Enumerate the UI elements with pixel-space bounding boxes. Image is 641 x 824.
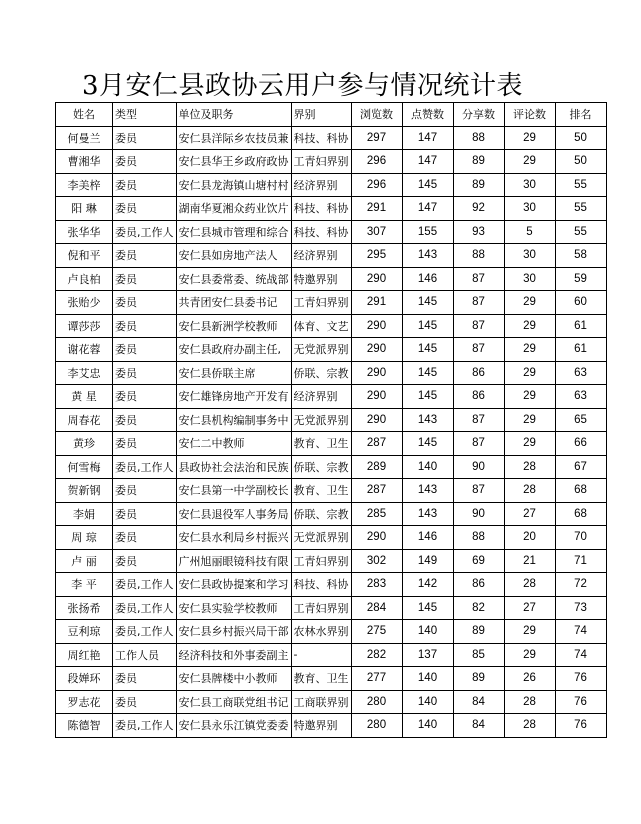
table-row	[56, 244, 607, 268]
cell-shares: 89	[453, 173, 504, 197]
cell-comments: 29	[504, 620, 555, 644]
table-row	[56, 549, 607, 573]
cell-comments: 28	[504, 455, 555, 479]
table-row	[56, 220, 607, 244]
cell-sector: 侨联、宗教	[291, 455, 351, 479]
table-row	[56, 455, 607, 479]
cell-type: 委员	[113, 361, 177, 385]
cell-likes: 140	[402, 714, 453, 738]
table-row	[56, 173, 607, 197]
cell-views: 307	[351, 220, 402, 244]
cell-sector: 教育、卫生	[291, 667, 351, 691]
cell-views: 287	[351, 432, 402, 456]
cell-type: 委员	[113, 479, 177, 503]
cell-shares: 86	[453, 573, 504, 597]
col-header-shares: 分享数	[453, 103, 504, 127]
cell-name: 李娟	[56, 502, 113, 526]
cell-unit: 安仁县工商联党组书记	[176, 690, 291, 714]
cell-unit: 安仁县政府办副主任,	[176, 338, 291, 362]
cell-views: 280	[351, 690, 402, 714]
cell-views: 290	[351, 267, 402, 291]
table-row	[56, 291, 607, 315]
cell-type: 委员	[113, 126, 177, 150]
cell-views: 282	[351, 643, 402, 667]
cell-comments: 28	[504, 573, 555, 597]
cell-name: 贺新钢	[56, 479, 113, 503]
table-row	[56, 643, 607, 667]
cell-rank: 55	[555, 220, 606, 244]
cell-views: 290	[351, 526, 402, 550]
table-row	[56, 338, 607, 362]
header-row	[56, 103, 607, 127]
cell-unit: 经济科技和外事委副主	[176, 643, 291, 667]
cell-rank: 50	[555, 150, 606, 174]
col-header-unit: 单位及职务	[176, 103, 291, 127]
cell-sector: 特邀界别	[291, 714, 351, 738]
cell-rank: 76	[555, 690, 606, 714]
cell-views: 297	[351, 126, 402, 150]
cell-unit: 安仁县第一中学副校长	[176, 479, 291, 503]
cell-type: 委员	[113, 244, 177, 268]
cell-sector: 科技、科协	[291, 197, 351, 221]
cell-unit: 安仁县如房地产法人	[176, 244, 291, 268]
cell-name: 周春花	[56, 408, 113, 432]
cell-type: 委员	[113, 173, 177, 197]
cell-shares: 87	[453, 291, 504, 315]
cell-type: 委员	[113, 150, 177, 174]
table-row	[56, 408, 607, 432]
cell-likes: 140	[402, 667, 453, 691]
cell-rank: 63	[555, 361, 606, 385]
cell-unit: 安仁县退役军人事务局	[176, 502, 291, 526]
cell-comments: 5	[504, 220, 555, 244]
table-row	[56, 667, 607, 691]
cell-likes: 145	[402, 361, 453, 385]
cell-shares: 85	[453, 643, 504, 667]
cell-rank: 65	[555, 408, 606, 432]
cell-sector: 工青妇界别	[291, 150, 351, 174]
cell-name: 周红艳	[56, 643, 113, 667]
cell-views: 280	[351, 714, 402, 738]
cell-comments: 28	[504, 479, 555, 503]
cell-likes: 145	[402, 596, 453, 620]
cell-unit: 安仁二中教师	[176, 432, 291, 456]
cell-likes: 146	[402, 526, 453, 550]
cell-sector: 经济界别	[291, 173, 351, 197]
cell-type: 委员,工作人	[113, 714, 177, 738]
cell-rank: 60	[555, 291, 606, 315]
cell-likes: 145	[402, 314, 453, 338]
cell-unit: 广州旭丽眼镜科技有限	[176, 549, 291, 573]
table-row	[56, 150, 607, 174]
cell-likes: 142	[402, 573, 453, 597]
cell-comments: 29	[504, 291, 555, 315]
cell-rank: 63	[555, 385, 606, 409]
cell-name: 陈德智	[56, 714, 113, 738]
cell-likes: 143	[402, 502, 453, 526]
cell-sector: 科技、科协	[291, 220, 351, 244]
cell-type: 委员	[113, 197, 177, 221]
col-header-rank: 排名	[555, 103, 606, 127]
cell-unit: 安仁县机构编制事务中	[176, 408, 291, 432]
cell-comments: 29	[504, 314, 555, 338]
cell-rank: 72	[555, 573, 606, 597]
cell-likes: 145	[402, 291, 453, 315]
cell-name: 周 琼	[56, 526, 113, 550]
cell-likes: 147	[402, 126, 453, 150]
cell-rank: 61	[555, 338, 606, 362]
cell-sector: 工青妇界别	[291, 596, 351, 620]
cell-shares: 87	[453, 479, 504, 503]
cell-name: 李 平	[56, 573, 113, 597]
cell-unit: 安仁县永乐江镇党委委	[176, 714, 291, 738]
cell-views: 291	[351, 291, 402, 315]
cell-shares: 87	[453, 432, 504, 456]
cell-name: 何曼兰	[56, 126, 113, 150]
cell-name: 张华华	[56, 220, 113, 244]
cell-type: 委员	[113, 549, 177, 573]
cell-shares: 88	[453, 126, 504, 150]
cell-views: 302	[351, 549, 402, 573]
cell-unit: 安仁县乡村振兴局干部	[176, 620, 291, 644]
cell-unit: 安仁县政协提案和学习	[176, 573, 291, 597]
col-header-name: 姓名	[56, 103, 113, 127]
cell-sector: 教育、卫生	[291, 432, 351, 456]
cell-comments: 29	[504, 385, 555, 409]
col-header-sector: 界别	[291, 103, 351, 127]
cell-type: 委员	[113, 667, 177, 691]
table-row	[56, 502, 607, 526]
cell-type: 委员	[113, 408, 177, 432]
table-row	[56, 479, 607, 503]
cell-likes: 143	[402, 408, 453, 432]
cell-unit: 安仁县城市管理和综合	[176, 220, 291, 244]
cell-sector: 农林水界别	[291, 620, 351, 644]
statistics-table	[55, 102, 607, 738]
cell-views: 290	[351, 361, 402, 385]
cell-sector: 无党派界别	[291, 408, 351, 432]
cell-type: 委员	[113, 526, 177, 550]
cell-sector: 经济界别	[291, 385, 351, 409]
cell-rank: 58	[555, 244, 606, 268]
cell-views: 275	[351, 620, 402, 644]
cell-type: 委员	[113, 291, 177, 315]
cell-rank: 70	[555, 526, 606, 550]
cell-type: 委员	[113, 267, 177, 291]
cell-type: 委员,工作人	[113, 596, 177, 620]
cell-rank: 68	[555, 479, 606, 503]
cell-sector: 教育、卫生	[291, 479, 351, 503]
cell-views: 290	[351, 408, 402, 432]
cell-type: 工作人员	[113, 643, 177, 667]
cell-likes: 145	[402, 385, 453, 409]
table-row	[56, 526, 607, 550]
cell-comments: 29	[504, 126, 555, 150]
cell-likes: 145	[402, 173, 453, 197]
cell-unit: 安仁县侨联主席	[176, 361, 291, 385]
cell-comments: 27	[504, 502, 555, 526]
cell-type: 委员	[113, 338, 177, 362]
cell-type: 委员	[113, 385, 177, 409]
cell-name: 段婵环	[56, 667, 113, 691]
cell-name: 卢良柏	[56, 267, 113, 291]
table-row	[56, 314, 607, 338]
cell-sector: 侨联、宗教	[291, 361, 351, 385]
cell-name: 豆利琼	[56, 620, 113, 644]
cell-comments: 20	[504, 526, 555, 550]
cell-unit: 安仁县龙海镇山塘村村	[176, 173, 291, 197]
cell-comments: 29	[504, 643, 555, 667]
cell-rank: 76	[555, 714, 606, 738]
cell-name: 李美梓	[56, 173, 113, 197]
col-header-type: 类型	[113, 103, 177, 127]
cell-unit: 安仁县实验学校教师	[176, 596, 291, 620]
cell-sector: 体育、文艺	[291, 314, 351, 338]
cell-sector: -	[291, 643, 351, 667]
cell-comments: 29	[504, 408, 555, 432]
cell-shares: 92	[453, 197, 504, 221]
cell-comments: 29	[504, 432, 555, 456]
cell-type: 委员	[113, 314, 177, 338]
cell-name: 倪和平	[56, 244, 113, 268]
cell-type: 委员,工作人	[113, 455, 177, 479]
cell-views: 277	[351, 667, 402, 691]
table-row	[56, 714, 607, 738]
cell-shares: 84	[453, 690, 504, 714]
cell-likes: 146	[402, 267, 453, 291]
cell-name: 黄珍	[56, 432, 113, 456]
cell-sector: 工商联界别	[291, 690, 351, 714]
cell-sector: 科技、科协	[291, 126, 351, 150]
cell-sector: 无党派界别	[291, 338, 351, 362]
cell-unit: 安仁县华王乡政府政协	[176, 150, 291, 174]
table-body	[56, 126, 607, 737]
cell-rank: 73	[555, 596, 606, 620]
cell-sector: 工青妇界别	[291, 291, 351, 315]
cell-shares: 88	[453, 526, 504, 550]
cell-name: 李艾忠	[56, 361, 113, 385]
cell-type: 委员,工作人	[113, 573, 177, 597]
table-row	[56, 432, 607, 456]
cell-name: 张扬希	[56, 596, 113, 620]
cell-sector: 无党派界别	[291, 526, 351, 550]
cell-shares: 87	[453, 314, 504, 338]
cell-type: 委员,工作人	[113, 620, 177, 644]
cell-shares: 86	[453, 385, 504, 409]
cell-likes: 145	[402, 338, 453, 362]
cell-unit: 共青团安仁县委书记	[176, 291, 291, 315]
col-header-comments: 评论数	[504, 103, 555, 127]
table-row	[56, 361, 607, 385]
cell-shares: 93	[453, 220, 504, 244]
table-row	[56, 596, 607, 620]
cell-shares: 69	[453, 549, 504, 573]
cell-views: 290	[351, 385, 402, 409]
cell-comments: 26	[504, 667, 555, 691]
cell-shares: 87	[453, 267, 504, 291]
cell-name: 黄 星	[56, 385, 113, 409]
cell-shares: 87	[453, 408, 504, 432]
cell-name: 谭莎莎	[56, 314, 113, 338]
cell-rank: 55	[555, 173, 606, 197]
cell-views: 291	[351, 197, 402, 221]
cell-shares: 82	[453, 596, 504, 620]
cell-views: 284	[351, 596, 402, 620]
cell-rank: 59	[555, 267, 606, 291]
cell-comments: 28	[504, 714, 555, 738]
cell-unit: 安仁县水利局乡村振兴	[176, 526, 291, 550]
cell-sector: 工青妇界别	[291, 549, 351, 573]
cell-comments: 30	[504, 173, 555, 197]
table-row	[56, 385, 607, 409]
cell-likes: 155	[402, 220, 453, 244]
cell-rank: 71	[555, 549, 606, 573]
cell-comments: 30	[504, 197, 555, 221]
cell-sector: 经济界别	[291, 244, 351, 268]
cell-likes: 147	[402, 197, 453, 221]
cell-unit: 县政协社会法治和民族	[176, 455, 291, 479]
cell-shares: 87	[453, 338, 504, 362]
cell-rank: 68	[555, 502, 606, 526]
cell-comments: 29	[504, 338, 555, 362]
cell-views: 295	[351, 244, 402, 268]
cell-shares: 84	[453, 714, 504, 738]
cell-views: 285	[351, 502, 402, 526]
cell-likes: 147	[402, 150, 453, 174]
cell-name: 张贻少	[56, 291, 113, 315]
cell-type: 委员	[113, 690, 177, 714]
cell-views: 296	[351, 173, 402, 197]
cell-likes: 137	[402, 643, 453, 667]
cell-rank: 76	[555, 667, 606, 691]
cell-type: 委员	[113, 432, 177, 456]
cell-comments: 29	[504, 150, 555, 174]
cell-likes: 140	[402, 690, 453, 714]
cell-shares: 90	[453, 502, 504, 526]
cell-shares: 86	[453, 361, 504, 385]
cell-unit: 安仁县委常委、统战部	[176, 267, 291, 291]
table-row	[56, 267, 607, 291]
table-row	[56, 126, 607, 150]
table-row	[56, 620, 607, 644]
cell-name: 卢 丽	[56, 549, 113, 573]
cell-rank: 55	[555, 197, 606, 221]
cell-likes: 143	[402, 479, 453, 503]
cell-shares: 90	[453, 455, 504, 479]
cell-likes: 145	[402, 432, 453, 456]
sheet-title: 3月安仁县政协云用户参与情况统计表	[82, 71, 524, 101]
cell-shares: 89	[453, 150, 504, 174]
cell-likes: 143	[402, 244, 453, 268]
cell-views: 289	[351, 455, 402, 479]
cell-comments: 30	[504, 244, 555, 268]
cell-rank: 66	[555, 432, 606, 456]
cell-unit: 安仁县新洲学校教师	[176, 314, 291, 338]
cell-shares: 89	[453, 667, 504, 691]
cell-rank: 74	[555, 620, 606, 644]
cell-name: 阳 琳	[56, 197, 113, 221]
cell-name: 曹湘华	[56, 150, 113, 174]
col-header-likes: 点赞数	[402, 103, 453, 127]
cell-shares: 89	[453, 620, 504, 644]
cell-sector: 科技、科协	[291, 573, 351, 597]
cell-likes: 140	[402, 455, 453, 479]
cell-views: 283	[351, 573, 402, 597]
cell-name: 何雪梅	[56, 455, 113, 479]
cell-views: 296	[351, 150, 402, 174]
table-row	[56, 197, 607, 221]
col-header-views: 浏览数	[351, 103, 402, 127]
table-row	[56, 573, 607, 597]
cell-name: 谢花蓉	[56, 338, 113, 362]
table-row	[56, 690, 607, 714]
cell-unit: 安仁雄锋房地产开发有	[176, 385, 291, 409]
cell-unit: 湖南华夏湘众药业饮片	[176, 197, 291, 221]
cell-rank: 74	[555, 643, 606, 667]
cell-comments: 27	[504, 596, 555, 620]
cell-views: 290	[351, 338, 402, 362]
cell-rank: 61	[555, 314, 606, 338]
cell-sector: 侨联、宗教	[291, 502, 351, 526]
cell-sector: 特邀界别	[291, 267, 351, 291]
cell-rank: 50	[555, 126, 606, 150]
cell-type: 委员,工作人	[113, 220, 177, 244]
cell-name: 罗志花	[56, 690, 113, 714]
cell-comments: 30	[504, 267, 555, 291]
cell-views: 290	[351, 314, 402, 338]
cell-unit: 安仁县牌楼中小教师	[176, 667, 291, 691]
cell-type: 委员	[113, 502, 177, 526]
cell-likes: 140	[402, 620, 453, 644]
cell-shares: 88	[453, 244, 504, 268]
cell-rank: 67	[555, 455, 606, 479]
cell-comments: 21	[504, 549, 555, 573]
cell-comments: 29	[504, 361, 555, 385]
cell-views: 287	[351, 479, 402, 503]
cell-unit: 安仁县洋际乡农技员兼	[176, 126, 291, 150]
cell-comments: 28	[504, 690, 555, 714]
cell-likes: 149	[402, 549, 453, 573]
